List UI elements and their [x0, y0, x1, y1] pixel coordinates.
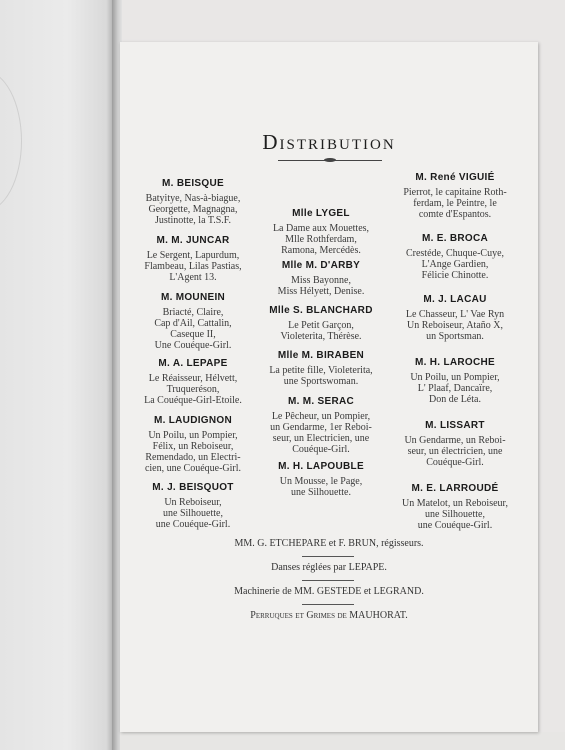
role-line: une Silhouette, — [425, 509, 485, 520]
role-list — [390, 187, 520, 220]
role-line: Truqueréson, — [166, 384, 220, 395]
program-page — [120, 42, 538, 732]
role-list — [390, 309, 520, 342]
role-line: Le Réaisseur, Hélvett, — [148, 373, 238, 384]
role-line: seur, un électricien, une — [407, 446, 503, 457]
role-line: Couéque-Girl. — [426, 457, 484, 468]
role-line: ferdam, le Peintre, le — [413, 198, 497, 209]
role-line: Le Pêcheur, un Pompier, — [271, 411, 371, 422]
role-line: L' Plaaf, Dancaïre, — [417, 383, 493, 394]
actor-name: M. LISSART — [425, 420, 485, 431]
role-list — [128, 497, 258, 530]
actor-name: M. E. BROCA — [421, 233, 489, 244]
role-line: Le Chasseur, L' Vae Ryn — [405, 309, 505, 320]
cast-entry — [128, 292, 258, 351]
role-line: Un Poilu, un Pompier, — [410, 372, 500, 383]
role-line: Justinotte, la T.S.F. — [154, 215, 232, 226]
actor-name: Mlle S. BLANCHARD — [269, 305, 373, 316]
role-line: Violeterita, Thérèse. — [280, 331, 362, 342]
role-list — [390, 372, 520, 405]
cast-entry — [256, 260, 386, 297]
role-line: Miss Hélyett, Denise. — [277, 286, 365, 297]
role-list — [256, 223, 386, 256]
table-surface — [120, 732, 565, 750]
role-line: Cap d'Ail, Cattalin, — [154, 318, 232, 329]
role-line: une Silhouette, — [163, 508, 223, 519]
role-line: Miss Bayonne, — [291, 275, 351, 286]
credit-divider — [302, 580, 354, 581]
role-list — [128, 193, 258, 226]
role-line: Félicie Chinotte. — [421, 270, 489, 281]
role-list — [128, 250, 258, 283]
actor-name: M. H. LAPOUBLE — [278, 461, 364, 472]
role-line: un Gendarme, 1er Reboi- — [270, 422, 372, 433]
credit-divider — [302, 604, 354, 605]
role-line: Un Matelot, un Reboiseur, — [402, 498, 508, 509]
role-line: Caseque II, — [170, 329, 216, 340]
role-line: Flambeau, Lilas Pastias, — [144, 261, 242, 272]
role-line: un Sportsman. — [426, 331, 484, 342]
role-line: une Sportswoman. — [283, 376, 359, 387]
role-line: La Couéque-Girl-Etoile. — [144, 395, 242, 406]
role-line: Mlle Rothferdam, — [285, 234, 357, 245]
role-list — [390, 498, 520, 531]
role-line: Félix, un Reboiseur, — [152, 441, 234, 452]
cast-entry — [128, 358, 258, 406]
role-line: Don de Léta. — [429, 394, 481, 405]
cast-entry — [128, 415, 258, 474]
role-list — [390, 435, 520, 468]
left-page-ornament — [0, 70, 22, 212]
actor-name: M. A. LEPAPE — [158, 358, 228, 369]
cast-entry — [128, 235, 258, 283]
actor-name: M. LAUDIGNON — [153, 415, 233, 426]
cast-entry — [390, 172, 520, 220]
left-page — [0, 0, 113, 750]
role-list — [256, 411, 386, 455]
credit-line: Machinerie de MM. GESTEDE et LEGRAND. — [234, 586, 424, 597]
role-list — [128, 373, 258, 406]
role-line: Remendado, un Electri- — [145, 452, 241, 463]
actor-name: M. M. SERAC — [287, 396, 355, 407]
role-line: une Silhouette. — [291, 487, 351, 498]
role-line: Le Petit Garçon, — [288, 320, 354, 331]
role-line: Pierrot, le capitaine Roth- — [403, 187, 507, 198]
cast-entry — [390, 294, 520, 342]
role-line: une Couéque-Girl. — [155, 519, 231, 530]
actor-name: M. H. LAROCHE — [414, 357, 495, 368]
cast-entry — [390, 357, 520, 405]
actor-name: M. E. LARROUDÉ — [411, 483, 499, 494]
role-line: Ramona, Mercédès. — [281, 245, 361, 256]
actor-name: Mlle M. BIRABEN — [277, 350, 365, 361]
role-line: seur, un Electricien, une — [272, 433, 370, 444]
role-line: La petite fille, Violeterita, — [269, 365, 373, 376]
cast-entry — [256, 350, 386, 387]
actor-name: M. J. BEISQUOT — [152, 482, 234, 493]
cast-entry — [256, 396, 386, 455]
credit-divider — [302, 556, 354, 557]
role-line: une Couéque-Girl. — [417, 520, 493, 531]
role-line: Un Mousse, le Page, — [279, 476, 363, 487]
cast-entry — [256, 208, 386, 256]
role-list — [256, 365, 386, 387]
cast-entry — [128, 178, 258, 226]
role-list — [390, 248, 520, 281]
actor-name: M. BEISQUE — [162, 178, 224, 189]
cast-entry — [390, 483, 520, 531]
role-line: cien, une Couéque-Girl. — [144, 463, 242, 474]
role-line: Crestéde, Chuque-Cuye, — [405, 248, 505, 259]
title-ornament-rule — [278, 160, 382, 161]
role-line: Une Couéque-Girl. — [154, 340, 232, 351]
role-line: Georgette, Magnagna, — [148, 204, 238, 215]
role-list — [256, 320, 386, 342]
role-line: Couéque-Girl. — [292, 444, 350, 455]
cast-entry — [256, 305, 386, 342]
actor-name: M. René VIGUIÉ — [415, 172, 495, 183]
page-title: Distribution — [262, 130, 396, 154]
role-line: L'Agent 13. — [169, 272, 217, 283]
role-list — [256, 275, 386, 297]
role-line: Un Gendarme, un Reboi- — [404, 435, 506, 446]
role-list — [256, 476, 386, 498]
role-line: Briacté, Claire, — [162, 307, 224, 318]
role-line: La Dame aux Mouettes, — [272, 223, 370, 234]
role-line: Batyitye, Nas-à-biague, — [145, 193, 241, 204]
cast-entry — [390, 420, 520, 468]
role-line: comte d'Espantos. — [418, 209, 492, 220]
actor-name: M. MOUNEIN — [160, 292, 226, 303]
role-line: Un Reboiseur, — [164, 497, 222, 508]
role-line: Un Reboiseur, Ataño X, — [407, 320, 503, 331]
actor-name: Mlle M. D'ARBY — [281, 260, 361, 271]
role-line: Un Poilu, un Pompier, — [148, 430, 238, 441]
actor-name: M. M. JUNCAR — [156, 235, 230, 246]
cast-entry — [128, 482, 258, 530]
credit-line: Danses réglées par LEPAPE. — [271, 562, 387, 573]
role-list — [128, 307, 258, 351]
cast-entry — [256, 461, 386, 498]
actor-name: Mlle LYGEL — [292, 208, 350, 219]
role-line: Le Sergent, Lapurdum, — [146, 250, 240, 261]
actor-name: M. J. LACAU — [423, 294, 487, 305]
credit-line: MM. G. ETCHEPARE et F. BRUN, régisseurs. — [234, 538, 424, 549]
role-line: L'Ange Gardien, — [421, 259, 489, 270]
credit-line: Perruques et Grimes de MAUHORAT. — [250, 610, 408, 621]
role-list — [128, 430, 258, 474]
cast-entry — [390, 233, 520, 281]
